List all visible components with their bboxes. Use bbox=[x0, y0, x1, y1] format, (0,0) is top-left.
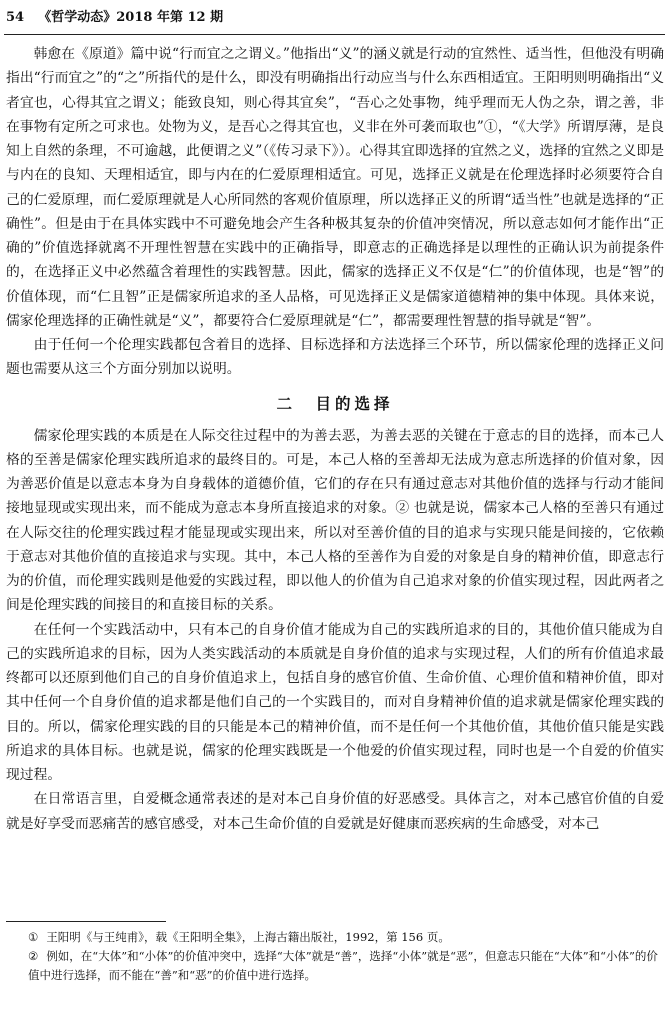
paragraph: 韩愈在《原道》篇中说“行而宜之之谓义。”他指出“义”的涵义就是行动的宜然性、适当性，但他没有明确指出“行而宜之”的“之”所指代的是什么，即没有明确指出行动应当与什么东西相适宜。王阳明则明确指出“义者宜也，心得其宜之谓义；能致良知，则心得其宜矣”，“吾心之处事物，纯乎理而无人伪之杂，谓之善，非在事物有定所之可求也。处物为义，是吾心之得其宜也，义非在外可袭而取也”①，“《大学》所谓厚薄，是良知上自然的条理，不可逾越，此便谓之义”（《传习录下》）。心得其宜即选择的宜然之义，选择的宜然之义即是与内在的良知、天理相适宜，即与内在的仁爱原理相适宜。可见，选择正义就是在伦理选择时必须要符合自己的仁爱原理，而仁爱原理就是人心所同然的客观价值原理，所以选择正义的所谓“适当性”也就是选择的“正确性”。但是由于在具体实践中不可避免地会产生各种极其复杂的价值冲突情况，所以意志如何才能作出“正确的”价值选择就离不开理性智慧在实践中的正确指导，即意志的正确选择是以理性的正确认识为前提条件的，在选择正义中必然蕴含着理性的实践智慧。因此，儒家的选择正义不仅是“仁”的价值体现，也是“智”的价值体现，而“仁且智”正是儒家所追求的圣人品格，可见选择正义是儒家道德精神的集中体现。具体来说，儒家伦理选择的正确性就是“义”，都要符合仁爱原理就是“仁”，都需要理性智慧的指导就是“智”。 bbox=[6, 46, 664, 329]
page-number: 54 bbox=[6, 10, 25, 25]
paragraph: 在日常语言里，自爱概念通常表述的是对本己自身价值的好恶感受。具体言之，对本己感官价值的自爱就是好享受而恶痛苦的感官感受，对本己生命价值的自爱就是好健康而恶疾病的生命感受，对本己 bbox=[6, 791, 664, 832]
footnote bbox=[6, 928, 664, 947]
footnote-text: 例如，在“大体”和“小体”的价值冲突中，选择“大体”就是“善”，选择“小体”就是“恶”，但意志只能在“大体”和“小体”的价值中进行选择，而不能在“善”和“恶”的价值中进行选择。 bbox=[28, 949, 658, 982]
paragraph: 儒家伦理实践的本质是在人际交往过程中的为善去恶，为善去恶的关键在于意志的目的选择，而本己人格的至善是儒家伦理实践所追求的最终目的。可是，本己人格的至善却无法成为意志所选择的价值对象，因为善恶价值是以意志本身为自身载体的道德价值，它们的存在只有通过意志对其他价值的选择与行动才能间接地显现或实现出来，而不能成为意志本身所直接追求的对象。② 也就是说，儒家本己人格的至善只有通过在人际交往的伦理实践过程才能显现或实现出来，所以对至善价值的目的追求与实现只能是间接的，它依赖于意志对其他价值的直接追求与实现。其中，本己人格的至善作为自爱的对象是自身的精神价值，即意志行为的价值，而伦理实践则是他爱的实践过程，即以他人的价值为自己追求对象的价值实现过程，因此两者之间是伦理实践的间接目的和直接目标的关系。 bbox=[6, 427, 664, 614]
paragraph: 在任何一个实践活动中，只有本己的自身价值才能成为自己的实践所追求的目的，其他价值只能成为自己的实践所追求的目标，因为人类实践活动的本质就是自身价值的追求与实现过程，人们的所有价值追求最终都可以还原到他们自己的自身价值追求上，包括自身的感官价值、生命价值、心理价值和精神价值，即对其中任何一个自身价值的追求都是他们自己的一个实践目的，而对自身精神价值的追求就是儒家伦理实践的目的。所以，儒家伦理实践的目的只能是本己的精神价值，而不是任何一个其他价值，其他价值只能是实践所追求的具体目标。也就是说，儒家的伦理实践既是一个他爱的价值实现过程，同时也是一个自爱的价值实现过程。 bbox=[6, 621, 664, 783]
footnote bbox=[6, 947, 664, 985]
footnote-mark: ② bbox=[28, 949, 39, 963]
journal-title: 《哲学动态》2018 年第 12 期 bbox=[38, 10, 224, 25]
footnote-rule bbox=[6, 921, 166, 922]
article-body bbox=[6, 42, 664, 836]
running-header bbox=[4, 4, 665, 35]
footnote-text: 王阳明《与王纯甫》，载《王阳明全集》，上海古籍出版社，1992，第 156 页。 bbox=[46, 930, 450, 944]
footnote-mark: ① bbox=[28, 930, 39, 944]
section-heading: 二 目的选择 bbox=[276, 393, 394, 413]
footnotes bbox=[6, 921, 664, 985]
paragraph: 由于任何一个伦理实践都包含着目的选择、目标选择和方法选择三个环节，所以儒家伦理的选择正义问题也需要从这三个方面分别加以说明。 bbox=[6, 337, 664, 378]
